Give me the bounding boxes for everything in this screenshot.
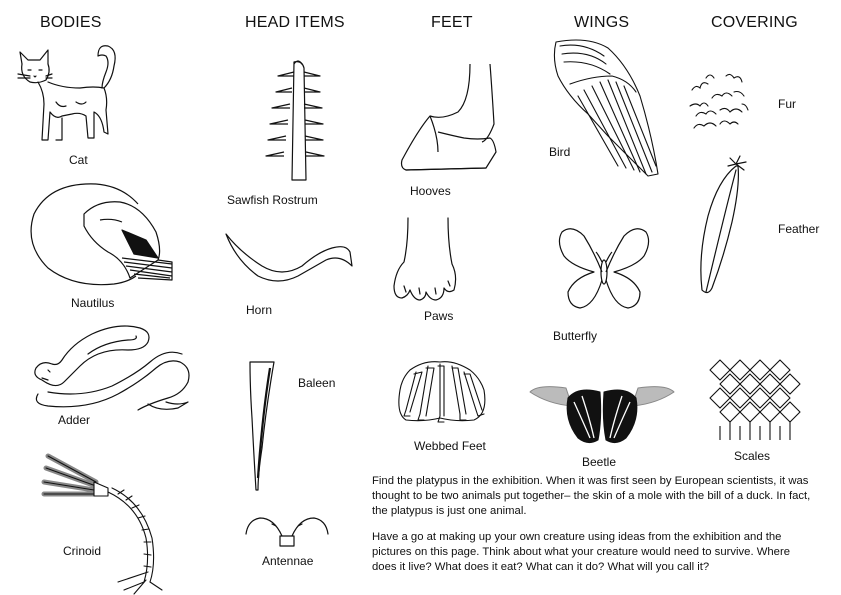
horn-label: Horn bbox=[246, 303, 273, 317]
heading-head-items: HEAD ITEMS bbox=[245, 14, 345, 31]
cat-label: Cat bbox=[69, 153, 88, 167]
bird-label: Bird bbox=[549, 145, 571, 159]
nautilus-label: Nautilus bbox=[71, 296, 115, 310]
adder-label: Adder bbox=[58, 413, 91, 427]
cat-icon bbox=[16, 42, 128, 152]
hoof-icon bbox=[398, 60, 502, 178]
nautilus-icon bbox=[26, 178, 174, 292]
platypus-paragraph: Find the platypus in the exhibition. When it was first seen by European scientists, it was thought to be two animals put together– the skin of a mole with the bill of a duck. In fact, the platypus is just one animal. bbox=[372, 475, 811, 517]
butterfly-label: Butterfly bbox=[553, 329, 598, 343]
baleen-label: Baleen bbox=[298, 376, 336, 390]
crinoid-icon bbox=[38, 442, 168, 594]
feather-icon bbox=[690, 156, 754, 298]
fur-label: Fur bbox=[778, 97, 796, 111]
sawfish-rostrum-icon bbox=[246, 56, 330, 180]
beetle-label: Beetle bbox=[582, 455, 617, 469]
heading-feet: FEET bbox=[431, 14, 473, 31]
crinoid-label: Crinoid bbox=[63, 544, 102, 558]
paw-icon bbox=[390, 214, 462, 306]
beetle-icon bbox=[528, 380, 676, 450]
adder-icon bbox=[28, 320, 194, 410]
baleen-icon bbox=[244, 358, 280, 492]
fur-icon bbox=[686, 70, 754, 136]
sawfish-rostrum-label: Sawfish Rostrum bbox=[227, 193, 318, 207]
scales-label: Scales bbox=[734, 449, 771, 463]
butterfly-icon bbox=[554, 222, 654, 312]
feather-label: Feather bbox=[778, 222, 820, 236]
webbed-foot-icon bbox=[394, 360, 490, 426]
paws-label: Paws bbox=[424, 309, 454, 323]
antennae-icon bbox=[244, 512, 330, 548]
heading-wings: WINGS bbox=[574, 14, 630, 31]
antennae-label: Antennae bbox=[262, 554, 314, 568]
heading-covering: COVERING bbox=[711, 14, 798, 31]
hooves-label: Hooves bbox=[410, 184, 451, 198]
creature-paragraph: Have a go at making up your own creature using ideas from the exhibition and the pictures on this page. Think about what your creature would need to survive. Where does it live? What does it eat? What can it do? What will you call it? bbox=[372, 531, 791, 573]
scales-icon bbox=[704, 354, 804, 444]
webbed-feet-label: Webbed Feet bbox=[414, 439, 486, 453]
heading-bodies: BODIES bbox=[40, 14, 102, 31]
horn-icon bbox=[222, 230, 354, 282]
